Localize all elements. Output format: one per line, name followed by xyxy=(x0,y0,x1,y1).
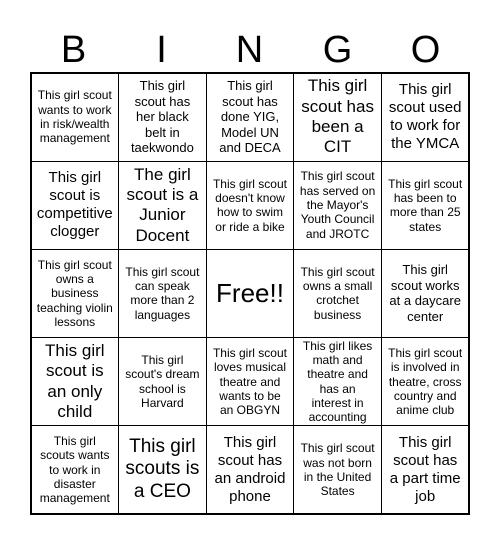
bingo-cell[interactable]: This girl scout was not born in the United States xyxy=(293,425,382,514)
header-letter-o: O xyxy=(410,28,442,71)
bingo-cell[interactable]: This girl scout has been a CIT xyxy=(293,73,382,162)
bingo-cell[interactable]: This girl scouts is a CEO xyxy=(118,425,207,514)
free-space-cell[interactable]: Free!! xyxy=(206,249,295,338)
bingo-cell[interactable]: This girl scouts wants to work in disaster management xyxy=(31,425,120,514)
bingo-cell[interactable]: This girl scout can speak more than 2 languages xyxy=(118,249,207,338)
bingo-cell[interactable]: This girl scout used to work for the YMCA xyxy=(381,73,470,162)
bingo-cell[interactable]: This girl scout is an only child xyxy=(31,337,120,426)
bingo-cell[interactable]: This girl scout is involved in theatre, cross country and anime club xyxy=(381,337,470,426)
bingo-cell[interactable]: This girl scout has done YIG, Model UN and DECA xyxy=(206,73,295,162)
bingo-cell[interactable]: This girl scout is competitive clogger xyxy=(31,161,120,250)
bingo-cell[interactable]: This girl scout owns a business teaching violin lessons xyxy=(31,249,120,338)
bingo-cell[interactable]: This girl scout wants to work in risk/wealth management xyxy=(31,73,120,162)
header-letter-b: B xyxy=(60,28,88,71)
header-letter-g: G xyxy=(322,28,354,71)
bingo-cell[interactable]: This girl scout works at a daycare center xyxy=(381,249,470,338)
bingo-header xyxy=(30,28,470,72)
header-letter-i: I xyxy=(156,28,168,71)
bingo-cell[interactable]: This girl scout has an android phone xyxy=(206,425,295,514)
header-letter-n: N xyxy=(235,28,265,71)
bingo-cell[interactable]: This girl scout has her black belt in taekwondo xyxy=(118,73,207,162)
bingo-cell[interactable]: This girl scout owns a small crotchet business xyxy=(293,249,382,338)
bingo-cell[interactable]: This girl scout loves musical theatre and wants to be an OBGYN xyxy=(206,337,295,426)
bingo-board xyxy=(30,72,470,515)
bingo-cell[interactable]: The girl scout is a Junior Docent xyxy=(118,161,207,250)
bingo-cell[interactable]: This girl scout has a part time job xyxy=(381,425,470,514)
bingo-cell[interactable]: This girl likes math and theatre and has an interest in accounting xyxy=(293,337,382,426)
bingo-cell[interactable]: This girl scout has been to more than 25 states xyxy=(381,161,470,250)
bingo-cell[interactable]: This girl scout has served on the Mayor's Youth Council and JROTC xyxy=(293,161,382,250)
bingo-cell[interactable]: This girl scout doesn't know how to swim or ride a bike xyxy=(206,161,295,250)
bingo-cell[interactable]: This girl scout's dream school is Harvard xyxy=(118,337,207,426)
